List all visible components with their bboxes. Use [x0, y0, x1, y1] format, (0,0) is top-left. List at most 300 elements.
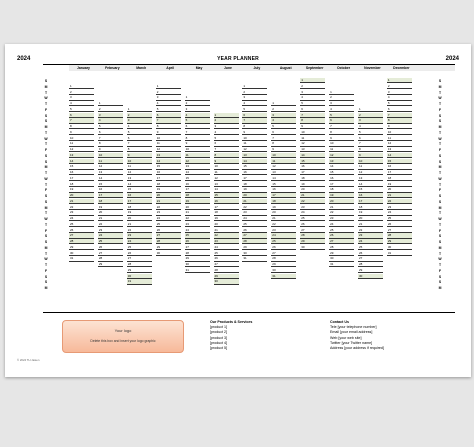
day-cell[interactable]: 4	[69, 101, 94, 106]
day-cell[interactable]: 20	[69, 193, 94, 198]
day-cell[interactable]: 12	[214, 176, 239, 181]
day-cell[interactable]: 7	[242, 118, 267, 123]
day-cell[interactable]: 22	[69, 205, 94, 210]
day-cell[interactable]: 30	[271, 268, 296, 273]
day-cell[interactable]: 23	[156, 210, 181, 215]
day-cell[interactable]: 24	[98, 233, 123, 238]
day-cell[interactable]: 4	[300, 95, 325, 100]
day-cell[interactable]: 2	[387, 84, 412, 89]
day-cell[interactable]: 10	[242, 136, 267, 141]
day-cell[interactable]: 24	[127, 239, 152, 244]
day-cell[interactable]: 31	[387, 251, 412, 256]
day-cell[interactable]: 15	[156, 164, 181, 169]
day-cell[interactable]: 28	[127, 262, 152, 267]
day-cell[interactable]: 6	[156, 113, 181, 118]
day-cell[interactable]: 29	[127, 268, 152, 273]
day-cell[interactable]: 16	[300, 164, 325, 169]
day-cell[interactable]: 17	[69, 176, 94, 181]
day-cell[interactable]: 24	[242, 216, 267, 221]
day-cell[interactable]: 20	[214, 222, 239, 227]
day-cell[interactable]: 17	[127, 199, 152, 204]
day-cell[interactable]: 21	[98, 216, 123, 221]
day-cell[interactable]: 17	[271, 193, 296, 198]
day-cell[interactable]: 29	[185, 256, 210, 261]
day-cell[interactable]: 28	[329, 245, 354, 250]
day-cell[interactable]: 24	[329, 222, 354, 227]
day-cell[interactable]: 29	[271, 262, 296, 267]
day-cell[interactable]: 18	[387, 176, 412, 181]
day-cell[interactable]: 29	[69, 245, 94, 250]
day-cell[interactable]: 11	[242, 141, 267, 146]
day-cell[interactable]: 20	[156, 193, 181, 198]
day-cell[interactable]: 24	[214, 245, 239, 250]
day-cell[interactable]: 24	[69, 216, 94, 221]
day-cell[interactable]: 15	[387, 159, 412, 164]
day-cell[interactable]: 18	[98, 199, 123, 204]
day-cell[interactable]: 8	[271, 141, 296, 146]
day-cell[interactable]: 29	[214, 274, 239, 279]
day-cell[interactable]: 7	[98, 136, 123, 141]
day-cell[interactable]: 1	[98, 101, 123, 106]
day-cell[interactable]: 7	[300, 113, 325, 118]
day-cell[interactable]: 18	[271, 199, 296, 204]
day-cell[interactable]: 22	[127, 228, 152, 233]
day-cell[interactable]: 8	[214, 153, 239, 158]
day-cell[interactable]: 31	[185, 268, 210, 273]
day-cell[interactable]: 22	[185, 216, 210, 221]
day-cell[interactable]: 16	[214, 199, 239, 204]
day-cell[interactable]: 27	[271, 251, 296, 256]
day-cell[interactable]: 7	[214, 147, 239, 152]
day-cell[interactable]: 24	[300, 210, 325, 215]
day-cell[interactable]: 16	[185, 182, 210, 187]
day-cell[interactable]: 3	[69, 95, 94, 100]
day-cell[interactable]: 21	[127, 222, 152, 227]
day-cell[interactable]: 26	[271, 245, 296, 250]
day-cell[interactable]: 23	[300, 205, 325, 210]
day-cell[interactable]: 5	[387, 101, 412, 106]
day-cell[interactable]: 23	[214, 239, 239, 244]
day-cell[interactable]: 15	[358, 187, 383, 192]
day-cell[interactable]: 20	[329, 199, 354, 204]
day-cell[interactable]: 29	[329, 251, 354, 256]
day-cell[interactable]: 14	[156, 159, 181, 164]
day-cell[interactable]: 29	[300, 239, 325, 244]
day-cell[interactable]: 21	[358, 222, 383, 227]
day-cell[interactable]: 25	[358, 245, 383, 250]
day-cell[interactable]: 12	[387, 141, 412, 146]
day-cell[interactable]: 5	[98, 124, 123, 129]
day-cell[interactable]: 31	[329, 262, 354, 267]
day-cell[interactable]: 24	[271, 233, 296, 238]
day-cell[interactable]: 20	[242, 193, 267, 198]
day-cell[interactable]: 28	[69, 239, 94, 244]
day-cell[interactable]: 5	[329, 113, 354, 118]
day-cell[interactable]: 1	[156, 84, 181, 89]
day-cell[interactable]: 20	[127, 216, 152, 221]
day-cell[interactable]: 2	[69, 90, 94, 95]
day-cell[interactable]: 16	[271, 187, 296, 192]
day-cell[interactable]: 30	[156, 251, 181, 256]
day-cell[interactable]: 16	[387, 164, 412, 169]
day-cell[interactable]: 27	[69, 233, 94, 238]
day-cell[interactable]: 14	[214, 187, 239, 192]
day-cell[interactable]: 16	[358, 193, 383, 198]
day-cell[interactable]: 24	[185, 228, 210, 233]
day-cell[interactable]: 3	[156, 95, 181, 100]
day-cell[interactable]: 20	[271, 210, 296, 215]
day-cell[interactable]: 3	[214, 124, 239, 129]
day-cell[interactable]: 14	[98, 176, 123, 181]
day-cell[interactable]: 15	[98, 182, 123, 187]
day-cell[interactable]: 14	[329, 164, 354, 169]
day-cell[interactable]: 8	[242, 124, 267, 129]
day-cell[interactable]: 25	[300, 216, 325, 221]
day-cell[interactable]: 21	[156, 199, 181, 204]
day-cell[interactable]: 6	[242, 113, 267, 118]
day-cell[interactable]: 25	[271, 239, 296, 244]
day-cell[interactable]: 15	[214, 193, 239, 198]
day-cell[interactable]: 21	[300, 193, 325, 198]
day-cell[interactable]: 3	[329, 101, 354, 106]
day-cell[interactable]: 10	[156, 136, 181, 141]
day-cell[interactable]: 18	[127, 205, 152, 210]
day-cell[interactable]: 19	[127, 210, 152, 215]
day-cell[interactable]: 14	[185, 170, 210, 175]
day-cell[interactable]: 19	[271, 205, 296, 210]
day-cell[interactable]: 28	[185, 251, 210, 256]
day-cell[interactable]: 29	[242, 245, 267, 250]
day-cell[interactable]: 19	[69, 187, 94, 192]
day-cell[interactable]: 11	[271, 159, 296, 164]
day-cell[interactable]: 18	[329, 187, 354, 192]
day-cell[interactable]: 8	[358, 147, 383, 152]
day-cell[interactable]: 2	[300, 84, 325, 89]
day-cell[interactable]: 18	[300, 176, 325, 181]
day-cell[interactable]: 9	[156, 130, 181, 135]
day-cell[interactable]: 31	[242, 256, 267, 261]
day-cell[interactable]: 2	[214, 118, 239, 123]
day-cell[interactable]: 25	[242, 222, 267, 227]
day-cell[interactable]: 27	[242, 233, 267, 238]
day-cell[interactable]: 30	[387, 245, 412, 250]
day-cell[interactable]: 3	[98, 113, 123, 118]
day-cell[interactable]: 12	[185, 159, 210, 164]
day-cell[interactable]: 17	[242, 176, 267, 181]
day-cell[interactable]: 6	[329, 118, 354, 123]
day-cell[interactable]: 1	[329, 90, 354, 95]
day-cell[interactable]: 25	[185, 233, 210, 238]
day-cell[interactable]: 4	[329, 107, 354, 112]
day-cell[interactable]: 7	[329, 124, 354, 129]
day-cell[interactable]: 6	[69, 113, 94, 118]
day-cell[interactable]: 10	[300, 130, 325, 135]
day-cell[interactable]: 11	[98, 159, 123, 164]
day-cell[interactable]: 23	[185, 222, 210, 227]
day-cell[interactable]: 13	[127, 176, 152, 181]
day-cell[interactable]: 14	[127, 182, 152, 187]
day-cell[interactable]: 10	[185, 147, 210, 152]
day-cell[interactable]: 11	[329, 147, 354, 152]
day-cell[interactable]: 3	[387, 90, 412, 95]
day-cell[interactable]: 25	[98, 239, 123, 244]
day-cell[interactable]: 19	[214, 216, 239, 221]
day-cell[interactable]: 28	[156, 239, 181, 244]
day-cell[interactable]: 18	[185, 193, 210, 198]
day-cell[interactable]: 6	[387, 107, 412, 112]
day-cell[interactable]: 7	[127, 141, 152, 146]
logo-placeholder-box[interactable]	[62, 320, 184, 353]
day-cell[interactable]: 13	[156, 153, 181, 158]
day-cell[interactable]: 10	[329, 141, 354, 146]
day-cell[interactable]: 18	[69, 182, 94, 187]
day-cell[interactable]: 5	[358, 130, 383, 135]
day-cell[interactable]: 20	[358, 216, 383, 221]
day-cell[interactable]: 8	[156, 124, 181, 129]
day-cell[interactable]: 6	[358, 136, 383, 141]
day-cell[interactable]: 12	[69, 147, 94, 152]
day-cell[interactable]: 17	[214, 205, 239, 210]
day-cell[interactable]: 4	[98, 118, 123, 123]
day-cell[interactable]: 6	[185, 124, 210, 129]
day-cell[interactable]: 10	[98, 153, 123, 158]
day-cell[interactable]: 7	[185, 130, 210, 135]
day-cell[interactable]: 2	[271, 107, 296, 112]
day-cell[interactable]: 31	[127, 279, 152, 284]
day-cell[interactable]: 12	[271, 164, 296, 169]
day-cell[interactable]: 25	[329, 228, 354, 233]
day-cell[interactable]: 4	[271, 118, 296, 123]
day-cell[interactable]: 12	[127, 170, 152, 175]
day-cell[interactable]: 1	[242, 84, 267, 89]
day-cell[interactable]: 26	[387, 222, 412, 227]
day-cell[interactable]: 26	[185, 239, 210, 244]
day-cell[interactable]: 1	[271, 101, 296, 106]
day-cell[interactable]: 13	[358, 176, 383, 181]
day-cell[interactable]: 5	[271, 124, 296, 129]
day-cell[interactable]: 16	[69, 170, 94, 175]
day-cell[interactable]: 12	[358, 170, 383, 175]
day-cell[interactable]: 19	[98, 205, 123, 210]
day-cell[interactable]: 26	[358, 251, 383, 256]
day-cell[interactable]: 13	[214, 182, 239, 187]
day-cell[interactable]: 4	[127, 124, 152, 129]
day-cell[interactable]: 8	[300, 118, 325, 123]
day-cell[interactable]: 3	[358, 118, 383, 123]
day-cell[interactable]: 2	[156, 90, 181, 95]
day-cell[interactable]: 16	[98, 187, 123, 192]
day-cell[interactable]: 11	[214, 170, 239, 175]
day-cell[interactable]: 25	[156, 222, 181, 227]
day-cell[interactable]: 6	[127, 136, 152, 141]
day-cell[interactable]: 14	[387, 153, 412, 158]
day-cell[interactable]: 26	[156, 228, 181, 233]
day-cell[interactable]: 1	[69, 84, 94, 89]
day-cell[interactable]: 13	[98, 170, 123, 175]
day-cell[interactable]: 11	[358, 164, 383, 169]
day-cell[interactable]: 21	[69, 199, 94, 204]
day-cell[interactable]: 13	[242, 153, 267, 158]
day-cell[interactable]: 6	[271, 130, 296, 135]
day-cell[interactable]: 11	[69, 141, 94, 146]
day-cell[interactable]: 21	[242, 199, 267, 204]
day-cell[interactable]: 27	[300, 228, 325, 233]
day-cell[interactable]: 20	[387, 187, 412, 192]
day-cell[interactable]: 30	[300, 245, 325, 250]
day-cell[interactable]: 28	[98, 256, 123, 261]
day-cell[interactable]: 27	[185, 245, 210, 250]
day-cell[interactable]: 10	[271, 153, 296, 158]
day-cell[interactable]: 18	[358, 205, 383, 210]
day-cell[interactable]: 1	[127, 107, 152, 112]
day-cell[interactable]: 1	[358, 107, 383, 112]
day-cell[interactable]: 9	[358, 153, 383, 158]
day-cell[interactable]: 3	[185, 107, 210, 112]
day-cell[interactable]: 22	[387, 199, 412, 204]
day-cell[interactable]: 9	[271, 147, 296, 152]
day-cell[interactable]: 17	[329, 182, 354, 187]
day-cell[interactable]: 18	[242, 182, 267, 187]
day-cell[interactable]: 20	[185, 205, 210, 210]
day-cell[interactable]: 7	[358, 141, 383, 146]
day-cell[interactable]: 28	[358, 262, 383, 267]
day-cell[interactable]: 23	[242, 210, 267, 215]
day-cell[interactable]: 15	[185, 176, 210, 181]
day-cell[interactable]: 9	[98, 147, 123, 152]
day-cell[interactable]: 9	[300, 124, 325, 129]
day-cell[interactable]: 9	[214, 159, 239, 164]
day-cell[interactable]: 27	[358, 256, 383, 261]
day-cell[interactable]: 1	[300, 78, 325, 83]
day-cell[interactable]: 9	[387, 124, 412, 129]
day-cell[interactable]: 26	[69, 228, 94, 233]
day-cell[interactable]: 17	[185, 187, 210, 192]
day-cell[interactable]: 26	[242, 228, 267, 233]
day-cell[interactable]: 3	[242, 95, 267, 100]
day-cell[interactable]: 29	[387, 239, 412, 244]
day-cell[interactable]: 27	[214, 262, 239, 267]
day-cell[interactable]: 5	[214, 136, 239, 141]
day-cell[interactable]: 8	[127, 147, 152, 152]
day-cell[interactable]: 19	[185, 199, 210, 204]
day-cell[interactable]: 18	[214, 210, 239, 215]
day-cell[interactable]: 17	[387, 170, 412, 175]
day-cell[interactable]: 7	[156, 118, 181, 123]
day-cell[interactable]: 3	[127, 118, 152, 123]
day-cell[interactable]: 23	[127, 233, 152, 238]
day-cell[interactable]: 28	[242, 239, 267, 244]
day-cell[interactable]: 30	[242, 251, 267, 256]
day-cell[interactable]: 22	[358, 228, 383, 233]
day-cell[interactable]: 11	[300, 136, 325, 141]
day-cell[interactable]: 19	[358, 210, 383, 215]
day-cell[interactable]: 2	[98, 107, 123, 112]
day-cell[interactable]: 4	[358, 124, 383, 129]
day-cell[interactable]: 16	[156, 170, 181, 175]
day-cell[interactable]: 4	[387, 95, 412, 100]
day-cell[interactable]: 13	[387, 147, 412, 152]
day-cell[interactable]: 9	[242, 130, 267, 135]
day-cell[interactable]: 13	[185, 164, 210, 169]
day-cell[interactable]: 19	[387, 182, 412, 187]
day-cell[interactable]: 10	[69, 136, 94, 141]
day-cell[interactable]: 26	[300, 222, 325, 227]
day-cell[interactable]: 27	[387, 228, 412, 233]
day-cell[interactable]: 9	[185, 141, 210, 146]
day-cell[interactable]: 17	[98, 193, 123, 198]
day-cell[interactable]: 7	[69, 118, 94, 123]
day-cell[interactable]: 25	[69, 222, 94, 227]
day-cell[interactable]: 16	[127, 193, 152, 198]
day-cell[interactable]: 15	[300, 159, 325, 164]
day-cell[interactable]: 6	[214, 141, 239, 146]
day-cell[interactable]: 19	[329, 193, 354, 198]
day-cell[interactable]: 21	[387, 193, 412, 198]
day-cell[interactable]: 9	[69, 130, 94, 135]
day-cell[interactable]: 27	[329, 239, 354, 244]
day-cell[interactable]: 12	[98, 164, 123, 169]
day-cell[interactable]: 22	[300, 199, 325, 204]
day-cell[interactable]: 11	[127, 164, 152, 169]
day-cell[interactable]: 10	[214, 164, 239, 169]
day-cell[interactable]: 30	[358, 274, 383, 279]
day-cell[interactable]: 4	[156, 101, 181, 106]
day-cell[interactable]: 25	[387, 216, 412, 221]
day-cell[interactable]: 22	[214, 233, 239, 238]
day-cell[interactable]: 23	[69, 210, 94, 215]
day-cell[interactable]: 2	[242, 90, 267, 95]
day-cell[interactable]: 4	[214, 130, 239, 135]
day-cell[interactable]: 12	[329, 153, 354, 158]
day-cell[interactable]: 12	[300, 141, 325, 146]
day-cell[interactable]: 16	[329, 176, 354, 181]
day-cell[interactable]: 16	[242, 170, 267, 175]
day-cell[interactable]: 21	[271, 216, 296, 221]
day-cell[interactable]: 17	[358, 199, 383, 204]
day-cell[interactable]: 6	[98, 130, 123, 135]
day-cell[interactable]: 4	[242, 101, 267, 106]
day-cell[interactable]: 14	[242, 159, 267, 164]
day-cell[interactable]: 26	[329, 233, 354, 238]
day-cell[interactable]: 11	[387, 136, 412, 141]
day-cell[interactable]: 12	[156, 147, 181, 152]
day-cell[interactable]: 22	[329, 210, 354, 215]
day-cell[interactable]: 31	[69, 256, 94, 261]
day-cell[interactable]: 14	[271, 176, 296, 181]
day-cell[interactable]: 8	[329, 130, 354, 135]
day-cell[interactable]: 2	[329, 95, 354, 100]
day-cell[interactable]: 24	[156, 216, 181, 221]
day-cell[interactable]: 19	[300, 182, 325, 187]
day-cell[interactable]: 7	[271, 136, 296, 141]
day-cell[interactable]: 24	[387, 210, 412, 215]
day-cell[interactable]: 24	[358, 239, 383, 244]
day-cell[interactable]: 1	[214, 113, 239, 118]
day-cell[interactable]: 14	[69, 159, 94, 164]
day-cell[interactable]: 23	[271, 228, 296, 233]
day-cell[interactable]: 19	[242, 187, 267, 192]
day-cell[interactable]: 27	[127, 256, 152, 261]
day-cell[interactable]: 21	[329, 205, 354, 210]
day-cell[interactable]: 3	[300, 90, 325, 95]
day-cell[interactable]: 2	[358, 113, 383, 118]
day-cell[interactable]: 20	[300, 187, 325, 192]
day-cell[interactable]: 23	[98, 228, 123, 233]
day-cell[interactable]: 28	[271, 256, 296, 261]
day-cell[interactable]: 4	[185, 113, 210, 118]
day-cell[interactable]: 28	[214, 268, 239, 273]
day-cell[interactable]: 23	[329, 216, 354, 221]
